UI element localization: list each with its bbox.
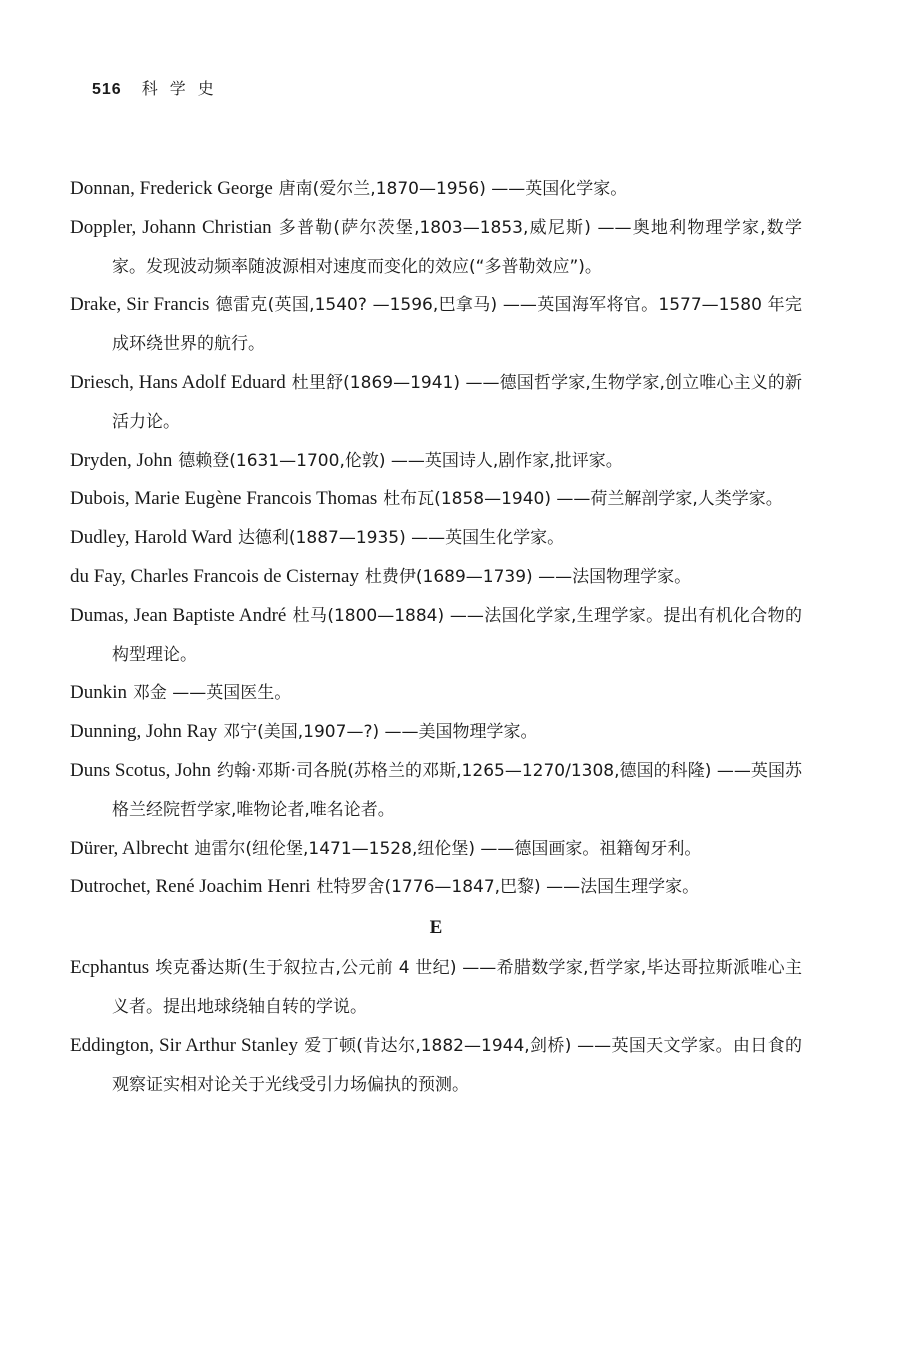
entry-name: Drake, Sir Francis [70,294,210,316]
entry-name: Dubois, Marie Eugène Francois Thomas [70,488,378,510]
entry-description: 埃克番达斯(生于叙拉古,公元前 4 世纪) ——希腊数学家,哲学家,毕达哥拉斯派唯心主义者。提出地球绕轴自转的学说。 [112,958,802,1017]
index-entry-dryden [70,442,802,481]
index-entry-dudley [70,519,802,558]
entry-description: 邓金 ——英国医生。 [132,683,292,704]
entry-description: 达德利(1887—1935) ——英国生化学家。 [237,528,565,549]
index-entry-eddington [70,1027,802,1105]
entry-name: Duns Scotus, John [70,759,212,781]
entry-description: 杜马(1800—1884) ——法国化学家,生理学家。提出有机化合物的构型理论。 [112,605,802,665]
entry-description: 杜布瓦(1858—1940) ——荷兰解剖学家,人类学家。 [383,489,783,510]
entry-name: Dryden, John [70,449,173,471]
entry-description: 杜特罗舍(1776—1847,巴黎) ——法国生理学家。 [316,877,700,898]
entry-description: 杜里舒(1869—1941) ——德国哲学家,生物学家,创立唯心主义的新活力论。 [112,372,803,432]
entry-name: Driesch, Hans Adolf Eduard [70,371,286,393]
entry-description: 唐南(爱尔兰,1870—1956) ——英国化学家。 [278,179,628,199]
index-entry-ecphantus [70,949,802,1027]
entry-name: Dudley, Harold Ward [70,527,233,549]
index-entry-dunning [70,713,802,752]
entry-description: 爱丁顿(肯达尔,1882—1944,剑桥) ——英国天文学家。由日食的观察证实相对论关于光线受引力场偏执的预测。 [112,1035,802,1095]
index-entry-dubois [70,480,802,519]
entry-description: 杜费伊(1689—1739) ——法国物理学家。 [364,566,692,587]
entry-name: Eddington, Sir Arthur Stanley [70,1034,298,1056]
entry-name: Dutrochet, René Joachim Henri [70,876,311,898]
entry-description: 德赖登(1631—1700,伦敦) ——英国诗人,剧作家,批评家。 [178,450,623,471]
entry-name: du Fay, Charles Francois de Cisternay [70,565,359,587]
entry-name: Dürer, Albrecht [70,837,189,859]
entry-description: 邓宁(美国,1907—?) ——美国物理学家。 [223,722,538,743]
entry-name: Dumas, Jean Baptiste André [70,604,287,626]
entry-description: 多普勒(萨尔茨堡,1803—1853,威尼斯) ——奥地利物理学家,数学家。发现波动频率随波源相对速度而变化的效应(“多普勒效应”)。 [112,217,802,277]
index-entry-dumas [70,597,802,675]
index-entry-driesch [70,364,802,442]
index-entry-duns-scotus [70,752,802,830]
entry-name: Dunning, John Ray [70,721,218,743]
running-head [92,76,226,99]
index-entry-doppler [70,209,802,287]
index-entry-dutrochet [70,868,802,907]
index-entry-du-fay [70,558,802,597]
index-entry-dunkin [70,674,802,713]
entry-name: Dunkin [70,682,127,704]
entry-description: 约翰·邓斯·司各脱(苏格兰的邓斯,1265—1270/1308,德国的科隆) ——英国苏格兰经院哲学家,唯物论者,唯名论者。 [112,760,802,820]
index-entry-drake [70,286,802,364]
page-number: 516 [92,81,122,98]
index-entry-donnan [70,170,802,209]
book-title: 科学史 [141,79,226,98]
index-entries [70,170,802,1104]
index-entry-durer [70,830,802,869]
entry-name: Donnan, Frederick George [70,178,273,199]
entry-name: Doppler, Johann Christian [70,216,272,238]
entry-description: 德雷克(英国,1540? —1596,巴拿马) ——英国海军将官。1577—1580 年完成环绕世界的航行。 [112,295,802,355]
entry-name: Ecphantus [70,957,150,979]
entry-description: 迪雷尔(纽伦堡,1471—1528,纽伦堡) ——德国画家。祖籍匈牙利。 [194,838,702,859]
section-heading-e: E [429,917,443,939]
